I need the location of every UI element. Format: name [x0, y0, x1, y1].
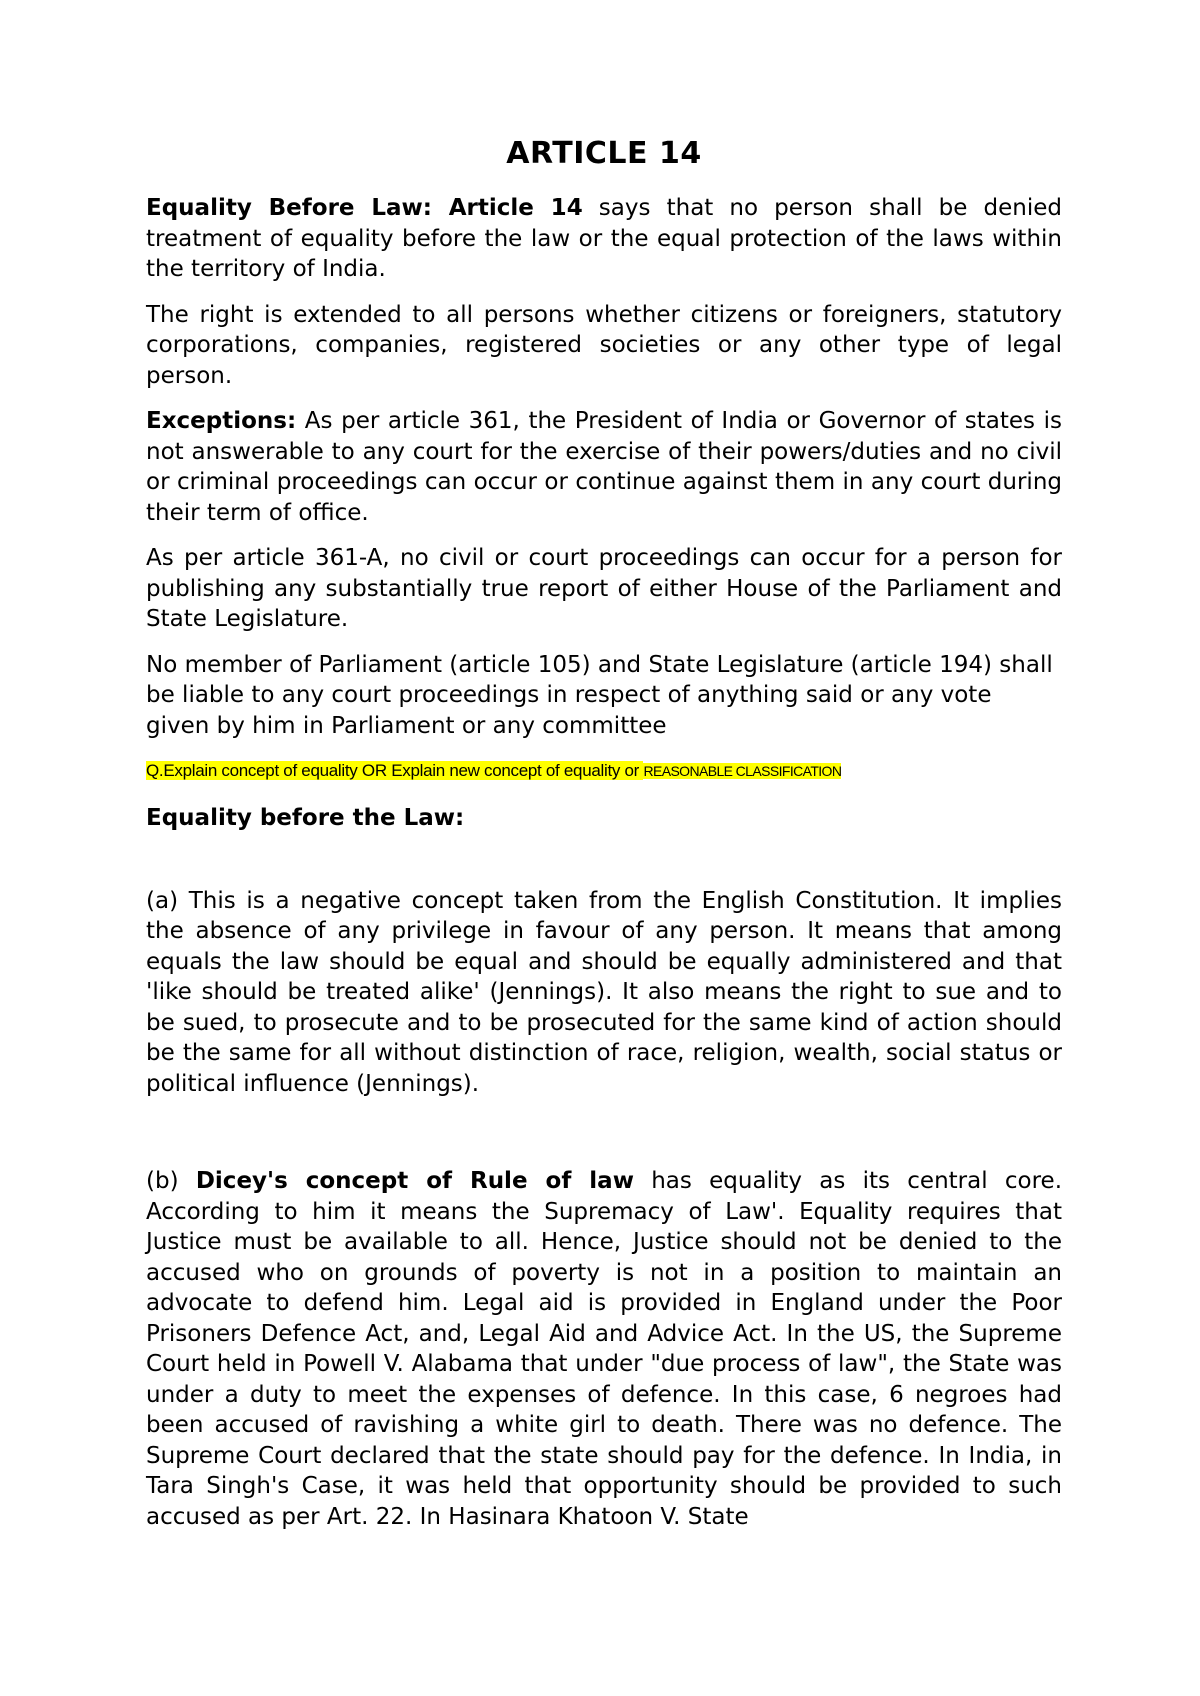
paragraph-article-361a: As per article 361-A, no civil or court proceedings can occur for a person for publishing any substantially true report of either House of the Parliament and State Legislature. — [146, 545, 1062, 632]
paragraph-prefix: (b) — [146, 1168, 196, 1194]
section-subheading: Equality before the Law: — [146, 805, 465, 831]
bold-lead: Exceptions: — [146, 408, 297, 434]
paragraph-right-extended: The right is extended to all persons whether citizens or foreigners, statutory corporations, companies, registered societies or any other type of legal person. — [146, 301, 1062, 389]
highlighted-question — [146, 759, 1062, 783]
paragraph-members-parliament: No member of Parliament (article 105) and State Legislature (article 194) shall be liable to any court proceedings in respect of anything said or any vote given by him in Parliament or any committee — [146, 651, 1053, 739]
paragraph-text: says that no person shall be denied treatment of equality before the law or the equal protection of the laws within the territory of India. — [146, 195, 1062, 282]
spacer — [146, 834, 1062, 886]
bold-lead: Dicey's concept of Rule of law — [195, 1168, 634, 1194]
paragraph-equality-before-law — [146, 193, 1062, 285]
page-title: ARTICLE 14 — [506, 136, 702, 171]
question-highlight: Q.Explain concept of equality OR Explain new concept of equality or — [146, 761, 644, 780]
bold-lead: Equality Before Law: Article 14 — [146, 195, 583, 221]
paragraph-a: (a) This is a negative concept taken from the English Constitution. It implies the absence of any privilege in favour of any person. It means that among equals the law should be equal and should be equally administered and that 'like should be treated alike' (Jennings). It also means the right to sue and to be sued, to prosecute and to be prosecuted for the same kind of action should be the same for all without distinction of race, religion, wealth, social status or political influence (Jennings). — [146, 887, 1062, 1097]
paragraph-b — [146, 1166, 1062, 1532]
question-highlight-small: REASONABLE CLASSIFICATION — [643, 763, 842, 779]
spacer — [146, 1114, 1062, 1166]
paragraph-text: has equality as its central core. According to him it means the Supremacy of Law'. Equality requires that Justice must be available to all. Hence, Justice should not be denied to the accused who on grounds of poverty is not in a position to maintain an advocate to defend him. Legal aid is provided in England under the Poor Prisoners Defence Act, and, Legal Aid and Advice Act. In the US, the Supreme Court held in Powell V. Alabama that under "due process of law", the State was under a duty to meet the expenses of defence. In this case, 6 negroes had been accused of ravishing a white girl to death. There was no defence. The Supreme Court declared that the state should pay for the defence. In India, in Tara Singh's Case, it was held that opportunity should be provided to such accused as per Art. 22. In Hasinara Khatoon V. State — [146, 1168, 1063, 1530]
paragraph-text: As per article 361, the President of India or Governor of states is not answerable to any court for the exercise of their powers/duties and no civil or criminal proceedings can occur or continue against them in any court during their term of office. — [146, 408, 1062, 526]
paragraph-exceptions — [146, 406, 1062, 528]
